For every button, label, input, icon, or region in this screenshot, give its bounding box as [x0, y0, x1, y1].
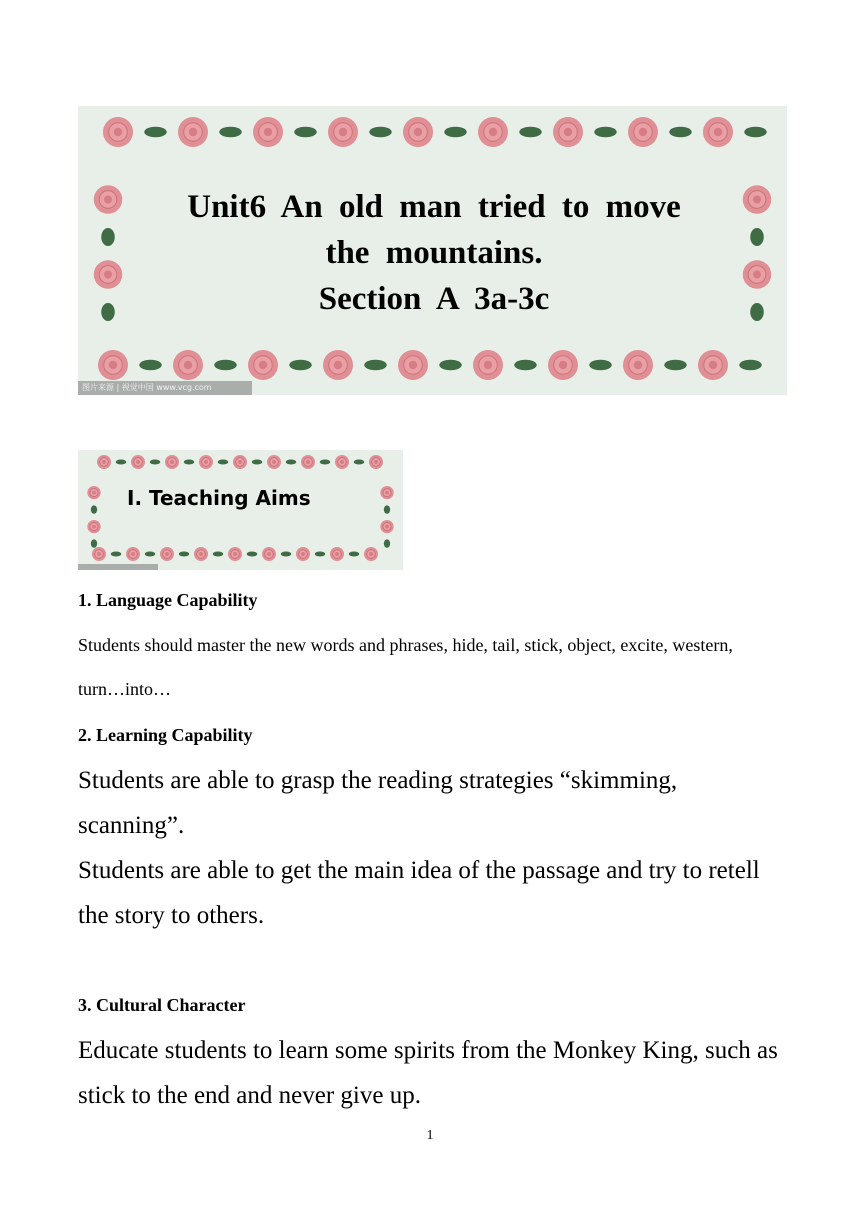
leaf-icon — [664, 360, 687, 371]
leaf-icon — [289, 360, 312, 371]
title-line-1: Unit6 An old man tried to move — [187, 189, 681, 225]
section-banner-image — [78, 450, 403, 570]
rose-icon — [398, 350, 428, 380]
rose-icon — [296, 547, 310, 561]
rose-icon — [335, 455, 349, 469]
rose-icon — [380, 520, 393, 533]
rose-icon — [698, 350, 728, 380]
rose-icon — [330, 547, 344, 561]
rose-icon — [131, 455, 145, 469]
rose-icon — [94, 185, 123, 214]
rose-icon — [473, 350, 503, 380]
rose-icon — [703, 117, 733, 147]
section-heading: 2. Learning Capability — [78, 725, 253, 745]
leaf-icon — [444, 127, 467, 138]
leaf-icon — [150, 460, 161, 465]
leaf-icon — [218, 460, 229, 465]
leaf-icon — [384, 505, 390, 513]
rose-icon — [623, 350, 653, 380]
rose-icon — [328, 117, 358, 147]
leaf-icon — [213, 552, 224, 557]
rose-icon — [233, 455, 247, 469]
image-watermark: 图片来源 | 视觉中国 www.vcg.com — [78, 381, 252, 395]
rose-icon — [267, 455, 281, 469]
leaf-icon — [364, 360, 387, 371]
leaf-icon — [91, 505, 97, 513]
rose-icon — [87, 520, 100, 533]
leaf-icon — [354, 460, 365, 465]
rose-icon — [94, 260, 123, 289]
rose-icon — [380, 486, 393, 499]
leaf-icon — [315, 552, 326, 557]
leaf-icon — [669, 127, 692, 138]
leaf-icon — [145, 552, 156, 557]
rose-icon — [743, 185, 772, 214]
image-watermark-small — [78, 564, 158, 570]
rose-icon — [548, 350, 578, 380]
section-heading: 1. Language Capability — [78, 590, 258, 610]
rose-icon — [160, 547, 174, 561]
rose-frame-decoration — [78, 450, 403, 570]
leaf-icon — [750, 303, 764, 321]
leaf-icon — [750, 228, 764, 246]
leaf-icon — [286, 460, 297, 465]
leaf-icon — [589, 360, 612, 371]
leaf-icon — [514, 360, 537, 371]
rose-icon — [126, 547, 140, 561]
title-banner-image — [78, 106, 787, 395]
page-number: 1 — [426, 1128, 434, 1143]
rose-icon — [178, 117, 208, 147]
leaf-icon — [91, 539, 97, 547]
rose-icon — [194, 547, 208, 561]
leaf-icon — [184, 460, 195, 465]
leaf-icon — [101, 303, 115, 321]
leaf-icon — [281, 552, 292, 557]
leaf-icon — [369, 127, 392, 138]
leaf-icon — [519, 127, 542, 138]
leaf-icon — [252, 460, 263, 465]
rose-icon — [262, 547, 276, 561]
rose-icon — [253, 117, 283, 147]
title-line-3: Section A 3a-3c — [318, 281, 550, 317]
section-paragraph: Educate students to learn some spirits from the Monkey King, such as stick to the end and never give up. — [78, 1037, 778, 1109]
rose-icon — [92, 547, 106, 561]
section-paragraph: Students are able to get the main idea of the passage and try to retell the story to others. — [78, 857, 760, 929]
rose-icon — [478, 117, 508, 147]
section-paragraph: Students are able to grasp the reading strategies “skimming, scanning”. — [78, 767, 678, 839]
rose-icon — [628, 117, 658, 147]
leaf-icon — [214, 360, 237, 371]
rose-icon — [248, 350, 278, 380]
leaf-icon — [111, 552, 122, 557]
rose-icon — [323, 350, 353, 380]
title-line-2: the mountains. — [325, 235, 543, 271]
section-paragraph: Students should master the new words and phrases, hide, tail, stick, object, excite, western, turn…into… — [78, 635, 733, 699]
leaf-icon — [320, 460, 331, 465]
leaf-icon — [144, 127, 167, 138]
rose-icon — [553, 117, 583, 147]
rose-icon — [165, 455, 179, 469]
section-heading: 3. Cultural Character — [78, 995, 246, 1015]
leaf-icon — [744, 127, 767, 138]
rose-icon — [97, 455, 111, 469]
rose-icon — [301, 455, 315, 469]
leaf-icon — [294, 127, 317, 138]
rose-icon — [228, 547, 242, 561]
rose-icon — [87, 486, 100, 499]
leaf-icon — [384, 539, 390, 547]
rose-icon — [369, 455, 383, 469]
leaf-icon — [116, 460, 127, 465]
leaf-icon — [139, 360, 162, 371]
rose-icon — [364, 547, 378, 561]
rose-icon — [743, 260, 772, 289]
leaf-icon — [349, 552, 360, 557]
leaf-icon — [739, 360, 762, 371]
leaf-icon — [247, 552, 258, 557]
lesson-title — [174, 184, 694, 322]
leaf-icon — [179, 552, 190, 557]
rose-icon — [103, 117, 133, 147]
leaf-icon — [219, 127, 242, 138]
leaf-icon — [594, 127, 617, 138]
rose-icon — [403, 117, 433, 147]
section-banner-title: I. Teaching Aims — [127, 486, 311, 510]
rose-icon — [173, 350, 203, 380]
rose-icon — [199, 455, 213, 469]
leaf-icon — [101, 228, 115, 246]
leaf-icon — [439, 360, 462, 371]
rose-icon — [98, 350, 128, 380]
